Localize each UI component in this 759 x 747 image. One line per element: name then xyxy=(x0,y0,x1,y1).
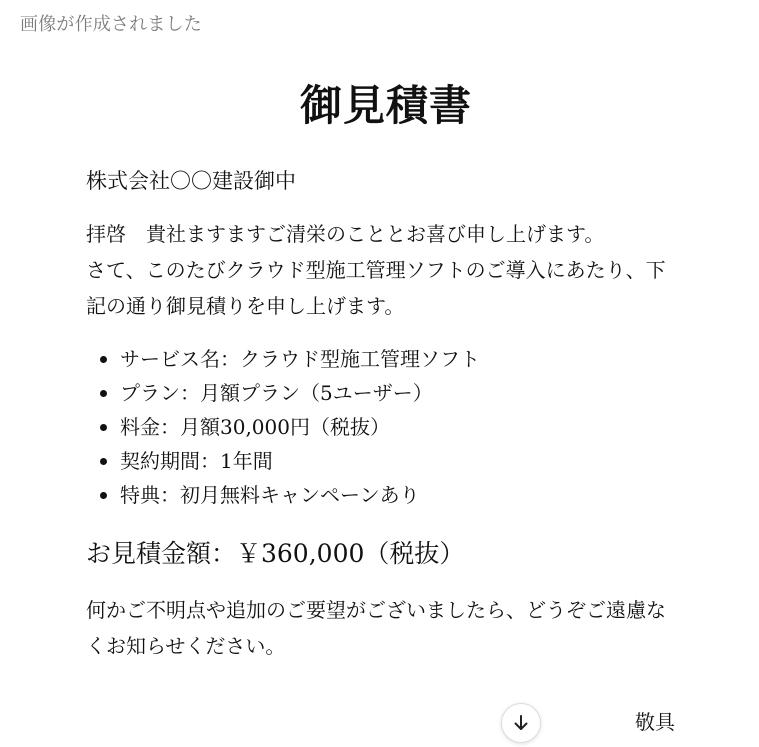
list-item: 料金：月額30,000円（税抜） xyxy=(86,410,686,444)
list-item: サービス名：クラウド型施工管理ソフト xyxy=(86,342,686,376)
list-item: プラン：月額プラン（5ユーザー） xyxy=(86,376,686,410)
intro-paragraph: さて、このたびクラウド型施工管理ソフトのご導入にあたり、下記の通り御見積りを申し上げます。 xyxy=(86,258,666,318)
estimate-details-list xyxy=(86,342,686,512)
closing-paragraph: 何かご不明点や追加のご要望がございましたら、どうぞご遠慮なくお知らせください。 xyxy=(86,598,666,658)
scroll-down-button[interactable] xyxy=(501,703,541,743)
signoff: 敬具 xyxy=(635,710,675,734)
addressee: 株式会社〇〇建設御中 xyxy=(86,169,296,193)
estimate-total: お見積金額：￥360,000（税抜） xyxy=(86,539,465,568)
greeting-paragraph: 拝啓 貴社ますますご清栄のこととお喜び申し上げます。 xyxy=(86,222,605,246)
image-created-status: 画像が作成されました xyxy=(20,14,202,35)
arrow-down-icon xyxy=(511,713,531,733)
estimate-document xyxy=(86,78,686,664)
list-item: 契約期間：1年間 xyxy=(86,444,686,478)
list-item: 特典：初月無料キャンペーンあり xyxy=(86,478,686,512)
document-title: 御見積書 xyxy=(299,81,472,130)
